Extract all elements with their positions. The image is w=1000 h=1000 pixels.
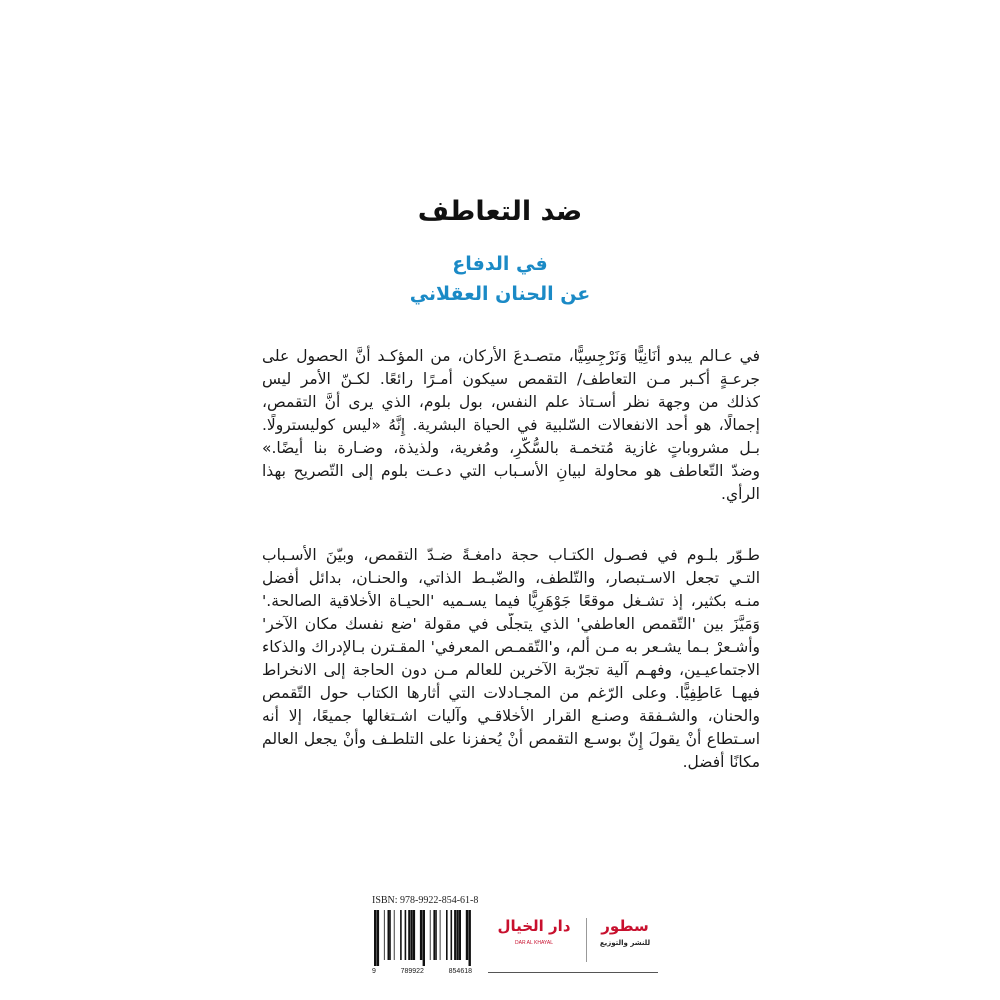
blurb-line: فيهـا عَاطِفِيًّا. وعلى الرّغم من المجـادلات التي أثارها الكتاب حول التّقمص [262, 684, 760, 702]
sutour-logo: سطور [601, 917, 649, 935]
barcode-bar [433, 910, 435, 960]
barcode-digit-prefix: 9 [372, 968, 376, 975]
barcode-bar [440, 910, 441, 960]
barcode-bar [411, 910, 413, 960]
barcode [372, 910, 472, 966]
dar-al-khayal-latin: DAR AL KHAYAL [515, 940, 553, 946]
barcode-bar [459, 910, 461, 960]
blurb-paragraph-1 [262, 345, 760, 506]
barcode-bar [420, 910, 422, 960]
isbn-text: ISBN: 978-9922-854-61-8 [372, 895, 479, 906]
logo-divider [586, 918, 587, 962]
blurb-line: التـي تجعل الاسـتبصار، والتّلطف، والضّبـط الذاتي، والحنـان، بدائل أفضل [262, 569, 760, 587]
barcode-bar [446, 910, 448, 960]
barcode-bar [405, 910, 407, 960]
dar-al-khayal-logo-block [488, 916, 580, 947]
blurb-line: الرأي. [721, 485, 760, 503]
dar-al-khayal-logo: دار الخيال [497, 917, 571, 935]
sutour-subtitle: للنشر والتوزيع [599, 939, 651, 947]
blurb-line: الاجتماعيـين، وفهـم آلية تجرّبة الآخرين للعالم مـن دون الحاجة إلى الانخراط [262, 661, 760, 679]
barcode-bar [394, 910, 395, 960]
barcode-digit-group-2: 854618 [448, 968, 472, 975]
barcode-bar [451, 910, 453, 960]
blurb-line: مكانًا أفضل. [682, 753, 760, 771]
blurb-line: اسـتطاع أنْ يقولَ إِنّ بوسـع التقمص أنْ يُحفزنا على التلطـف وأنْ يجعل العالم [262, 730, 760, 748]
barcode-bar [430, 910, 431, 960]
barcode-bar [408, 910, 410, 960]
blurb-line: وضدّ التّعاطف هو محاولة لبيانِ الأسـباب التي دعـت بلوم إلى التّصريح بهذا [262, 462, 760, 480]
blurb-line: بـل مشروباتٍ غازية مُتخمـة بالسُّكَّرِ، ومُغرية، ولذيذة، وضـارة بنا أيضًا.» [262, 439, 760, 457]
barcode-bar [457, 910, 459, 960]
barcode-digits [372, 968, 472, 976]
barcode-bar [400, 910, 402, 960]
blurb-line: جرعـةٍ أكـبر مـن التعاطف/ التقمص سيكون أمـرًا رائعًا. لكـنّ الأمر ليس [262, 370, 760, 388]
book-title: ضد التعاطف [417, 196, 583, 227]
subtitle-line-2: عن الحنان العقلاني [409, 283, 591, 305]
barcode-bar [374, 910, 376, 966]
blurb-line: وأشـعرْ بـما يشـعر به مـن ألم، و'التّقمـص المعرفي' المقـترن بـالإدراك والذكاء [262, 638, 760, 656]
blurb-line: وَمَيَّزَ بين 'التّقمص العاطفي' الذي يتجلّى في مقولة 'ضع نفسك مكان الآخر' [262, 615, 760, 633]
blurb-line: طـوّر بلـوم في فصـول الكتـاب حجة دامغـةً ضـدّ التقمص، وبيّنَ الأسـباب [262, 546, 760, 564]
sutour-logo-block [593, 916, 657, 948]
blurb-line: في عـالم يبدو أَنَانِيًّا وَنَرْجِسِيًّا، متصـدعَ الأركان، من المؤكـد أَنَّ الحصول على [262, 347, 760, 365]
blurb-line: كذلك من وجهة نظر أسـتاذ علم النفس، بول بلوم، الذي يرى أَنَّ التقمص، [262, 393, 760, 411]
barcode-bar [388, 910, 390, 960]
barcode-bar [454, 910, 456, 960]
barcode-bar [377, 910, 379, 966]
barcode-bar [384, 910, 385, 960]
blurb-line: إجمالًا، هو أحد الانفعالات السّلبية في الحياة البشرية. إِنَّهُ «ليس كوليسترولًا. [262, 416, 760, 434]
barcode-bar [413, 910, 415, 960]
barcode-bar [423, 910, 425, 966]
blurb-line: والحنان، والشـفقة وصنـع القرار الأخلاقـي وآليات اشـتغالها جميعًا، إلا أنه [262, 707, 760, 725]
blurb-paragraph-2 [262, 544, 760, 774]
barcode-bar [390, 910, 391, 960]
barcode-digit-group-1: 789922 [400, 968, 424, 975]
blurb-line: منـه بكثير، إذ تشـغل موقعًا جَوْهَرِيًّا فيما يسـميه 'الحيـاة الأخلاقية الصالحة.' [262, 592, 760, 610]
barcode-bar [466, 910, 468, 960]
publisher-logos [488, 916, 658, 973]
barcode-bar [436, 910, 437, 960]
subtitle-line-1: في الدفاع [452, 253, 548, 275]
barcode-bar [469, 910, 471, 966]
